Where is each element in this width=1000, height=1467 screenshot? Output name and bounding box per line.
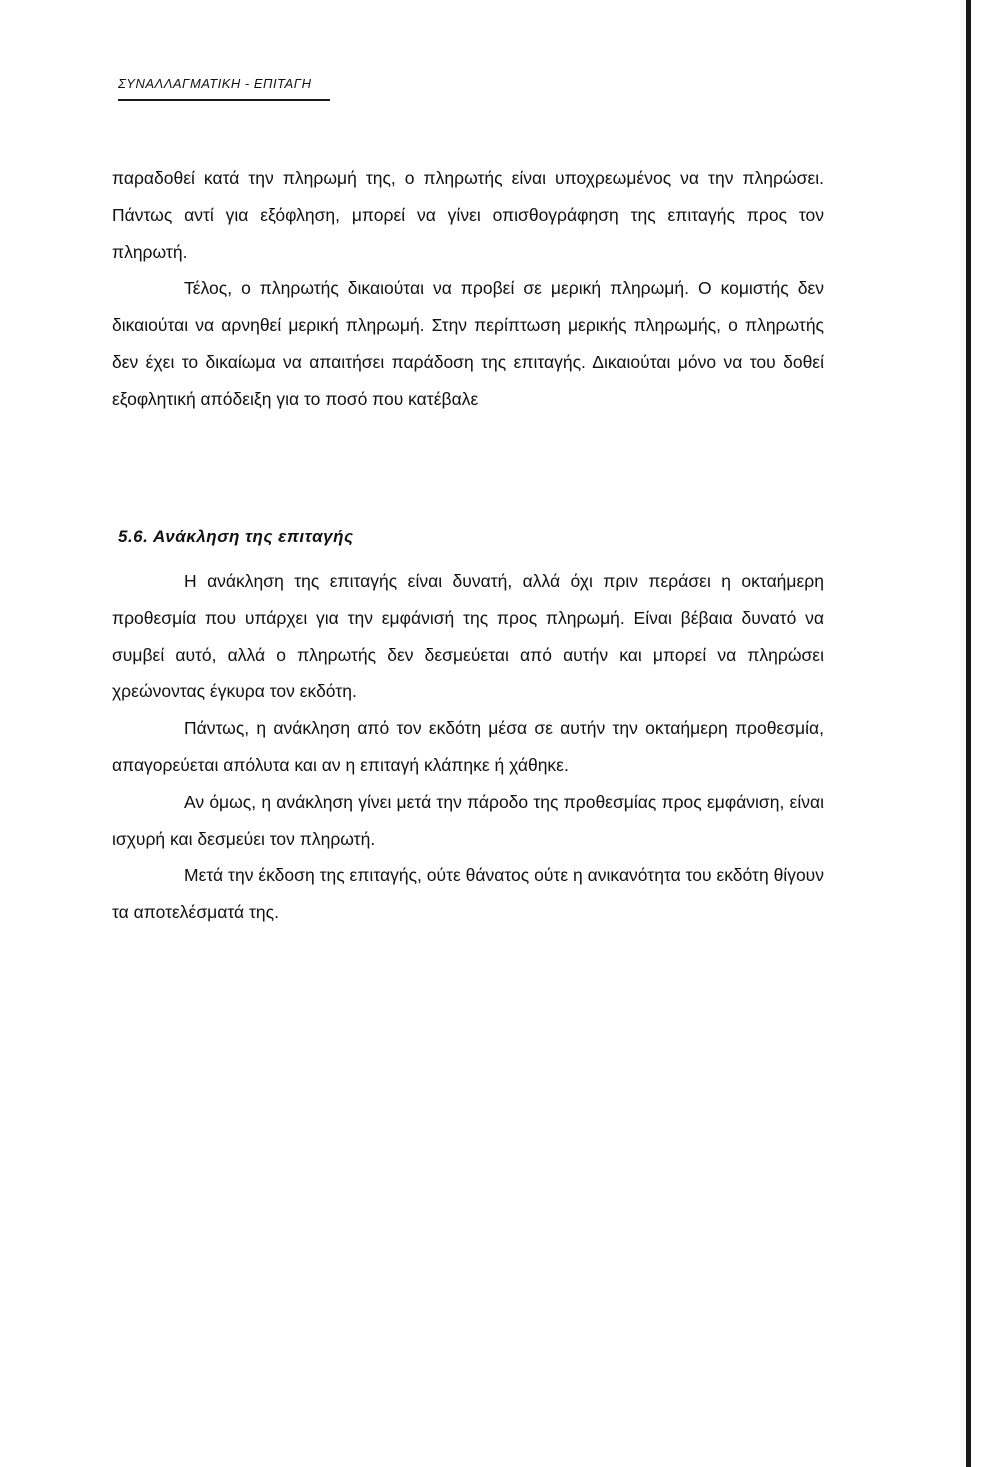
running-header: ΣΥΝΑΛΛΑΓΜΑΤΙΚΗ - ΕΠΙΤΑΓΗ xyxy=(118,76,312,91)
scan-edge-line xyxy=(966,0,971,1467)
paragraph: Πάντως, η ανάκληση από τον εκδότη μέσα σε αυτήν την οκταήμερη προθεσμία, απαγορεύεται απόλυτα και αν η επιταγή κλάπηκε ή χάθηκε. xyxy=(112,718,824,775)
paragraph: παραδοθεί κατά την πληρωμή της, ο πληρωτής είναι υποχρεωμένος να την πληρώσει. Πάντως αντί για εξόφληση, μπορεί να γίνει οπισθογράφηση της επιταγής προς τον πληρωτή. xyxy=(112,168,824,262)
section-heading: 5.6. Ανάκληση της επιταγής xyxy=(118,527,354,546)
paragraph: Τέλος, ο πληρωτής δικαιούται να προβεί σε μερική πληρωμή. Ο κομιστής δεν δικαιούται να αρνηθεί μερική πληρωμή. Στην περίπτωση μερικής πληρωμής, ο πληρωτής δεν έχει το δικαίωμα να απαιτήσει παράδοση της επιταγής. Δικαιούται μόνο να του δοθεί εξοφλητική απόδειξη για το ποσό που κατέβαλε xyxy=(112,278,824,409)
header-rule xyxy=(118,99,330,101)
paragraph: Αν όμως, η ανάκληση γίνει μετά την πάροδο της προθεσμίας προς εμφάνιση, είναι ισχυρή και δεσμεύει τον πληρωτή. xyxy=(112,791,824,849)
paragraph: Η ανάκληση της επιταγής είναι δυνατή, αλλά όχι πριν περάσει η οκταήμερη προθεσμία που υπάρχει για την εμφάνισή της προς πληρωμή. Είναι βέβαια δυνατό να συμβεί αυτό, αλλά ο πληρωτής δεν δεσμεύεται από αυτήν και μπορεί να πληρώσει χρεώνοντας έγκυρα τον εκδότη. xyxy=(112,571,824,702)
intro-text xyxy=(112,160,824,418)
page-edge xyxy=(976,0,1000,1467)
paragraph: Μετά την έκδοση της επιταγής, ούτε θάνατος ούτε η ανικανότητα του εκδότη θίγουν τα αποτελέσματά της. xyxy=(112,865,824,923)
section-text xyxy=(112,563,824,931)
